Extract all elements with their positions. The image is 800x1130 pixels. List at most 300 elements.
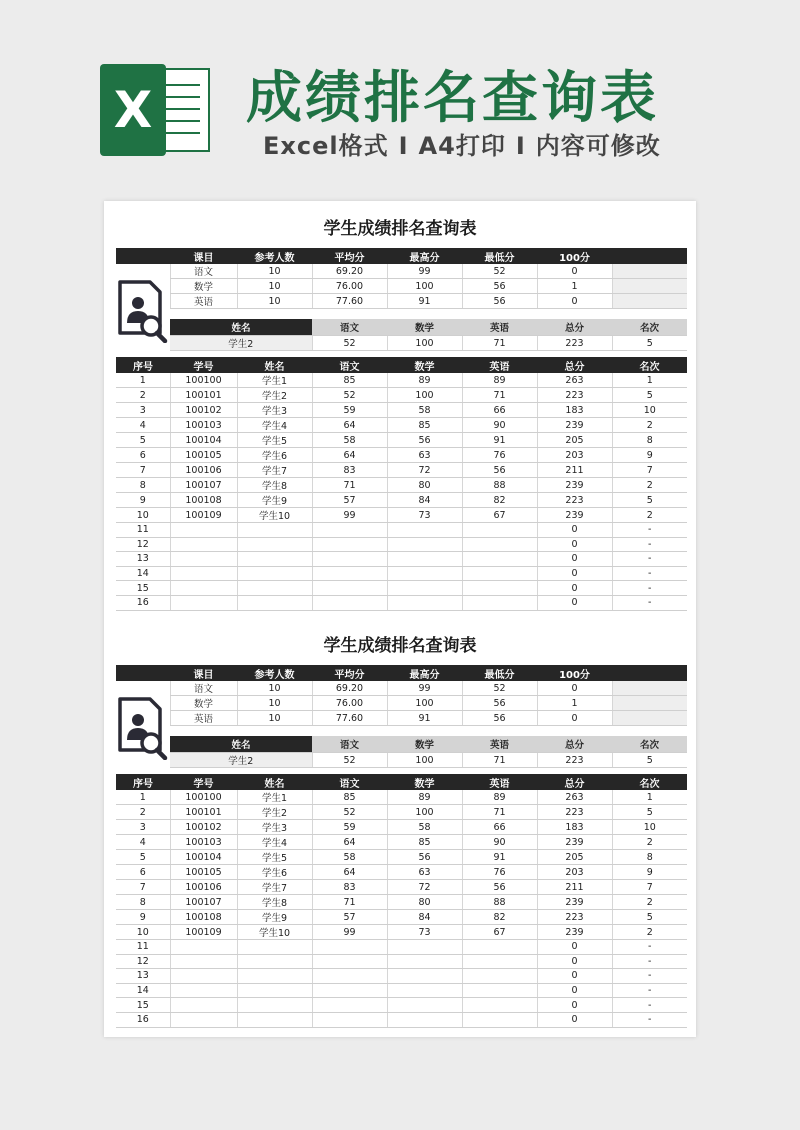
table-cell: 学生6 bbox=[237, 865, 312, 880]
summary-cell: 1 bbox=[537, 279, 612, 294]
table-cell: 58 bbox=[387, 820, 462, 835]
table-cell: 100106 bbox=[170, 880, 237, 895]
table-row bbox=[116, 493, 687, 508]
table-cell: 64 bbox=[312, 418, 387, 433]
query-header-cell: 姓名 bbox=[170, 319, 312, 336]
table-cell: 223 bbox=[537, 910, 612, 925]
table-cell bbox=[462, 940, 537, 955]
table-cell bbox=[462, 1012, 537, 1027]
summary-header-cell: 平均分 bbox=[312, 665, 387, 681]
table-cell: 5 bbox=[612, 805, 687, 820]
ranking-table bbox=[116, 774, 687, 1028]
table-row bbox=[116, 820, 687, 835]
table-cell bbox=[387, 595, 462, 610]
summary-cell: 91 bbox=[387, 711, 462, 726]
ranking-header-cell: 序号 bbox=[116, 774, 170, 790]
summary-cell: 10 bbox=[237, 264, 312, 279]
table-cell bbox=[462, 566, 537, 581]
table-cell: - bbox=[612, 595, 687, 610]
summary-row bbox=[116, 696, 687, 711]
table-cell bbox=[387, 537, 462, 552]
table-cell bbox=[312, 969, 387, 984]
table-row bbox=[116, 895, 687, 910]
table-cell: 84 bbox=[387, 493, 462, 508]
table-cell: 63 bbox=[387, 448, 462, 463]
summary-blank-cell bbox=[612, 294, 687, 309]
ranking-header-cell: 总分 bbox=[537, 357, 612, 373]
summary-cell: 0 bbox=[537, 264, 612, 279]
query-cell: 52 bbox=[312, 753, 387, 768]
summary-cell: 76.00 bbox=[312, 696, 387, 711]
table-row bbox=[116, 595, 687, 610]
table-cell: 100105 bbox=[170, 865, 237, 880]
page-subtitle bbox=[263, 126, 661, 161]
table-cell: 100107 bbox=[170, 478, 237, 493]
table-cell: 10 bbox=[116, 508, 170, 523]
table-cell: 8 bbox=[116, 895, 170, 910]
table-cell: 88 bbox=[462, 895, 537, 910]
table-cell: 83 bbox=[312, 463, 387, 478]
ranking-header-row bbox=[116, 357, 687, 373]
ranking-header-cell: 姓名 bbox=[237, 774, 312, 790]
table-row bbox=[116, 940, 687, 955]
table-cell: 2 bbox=[612, 418, 687, 433]
summary-row bbox=[116, 294, 687, 309]
table-cell: 239 bbox=[537, 895, 612, 910]
score-sheet bbox=[104, 215, 696, 615]
table-cell bbox=[170, 998, 237, 1013]
table-cell: - bbox=[612, 1012, 687, 1027]
table-cell: 82 bbox=[462, 910, 537, 925]
table-row bbox=[116, 523, 687, 538]
summary-header-cell: 参考人数 bbox=[237, 665, 312, 681]
table-cell bbox=[312, 998, 387, 1013]
table-row bbox=[116, 969, 687, 984]
query-header-cell: 语文 bbox=[312, 736, 387, 753]
table-cell: 73 bbox=[387, 925, 462, 940]
summary-cell: 1 bbox=[537, 696, 612, 711]
table-cell bbox=[462, 552, 537, 567]
ranking-header-cell: 英语 bbox=[462, 774, 537, 790]
summary-cell: 52 bbox=[462, 681, 537, 696]
table-row bbox=[116, 448, 687, 463]
summary-cell: 英语 bbox=[170, 711, 237, 726]
table-cell: 11 bbox=[116, 523, 170, 538]
table-cell: 13 bbox=[116, 552, 170, 567]
table-cell: 58 bbox=[387, 403, 462, 418]
table-cell: 7 bbox=[116, 463, 170, 478]
table-cell: 7 bbox=[116, 880, 170, 895]
table-cell: 2 bbox=[612, 925, 687, 940]
table-cell bbox=[170, 595, 237, 610]
table-cell: 2 bbox=[116, 388, 170, 403]
table-cell: 64 bbox=[312, 448, 387, 463]
table-cell: 85 bbox=[312, 790, 387, 805]
query-header-cell: 英语 bbox=[462, 736, 537, 753]
table-cell bbox=[170, 566, 237, 581]
table-cell: 85 bbox=[312, 373, 387, 388]
table-cell: 学生7 bbox=[237, 463, 312, 478]
summary-header-cell: 最高分 bbox=[387, 248, 462, 264]
table-row bbox=[116, 566, 687, 581]
summary-header-cell: 100分 bbox=[537, 665, 612, 681]
table-cell: - bbox=[612, 969, 687, 984]
table-cell: 85 bbox=[387, 835, 462, 850]
table-cell: 71 bbox=[462, 805, 537, 820]
table-cell bbox=[312, 1012, 387, 1027]
table-cell bbox=[387, 954, 462, 969]
query-cell: 100 bbox=[387, 336, 462, 351]
table-cell: 72 bbox=[387, 880, 462, 895]
summary-row bbox=[116, 711, 687, 726]
ranking-header-cell: 学号 bbox=[170, 357, 237, 373]
table-cell bbox=[387, 566, 462, 581]
table-cell bbox=[462, 954, 537, 969]
summary-cell: 76.00 bbox=[312, 279, 387, 294]
table-cell: 100104 bbox=[170, 433, 237, 448]
table-row bbox=[116, 581, 687, 596]
summary-blank-cell bbox=[612, 696, 687, 711]
table-cell bbox=[312, 566, 387, 581]
table-row bbox=[116, 388, 687, 403]
table-cell: - bbox=[612, 537, 687, 552]
summary-table bbox=[116, 248, 687, 309]
query-cell: 71 bbox=[462, 336, 537, 351]
table-cell: 223 bbox=[537, 493, 612, 508]
summary-blank-cell bbox=[612, 279, 687, 294]
table-cell: 学生8 bbox=[237, 895, 312, 910]
table-cell: 0 bbox=[537, 983, 612, 998]
table-row bbox=[116, 850, 687, 865]
summary-cell: 56 bbox=[462, 294, 537, 309]
table-cell: 5 bbox=[612, 388, 687, 403]
table-cell: 0 bbox=[537, 523, 612, 538]
table-cell: - bbox=[612, 954, 687, 969]
icon-area-cell bbox=[116, 681, 170, 696]
summary-cell: 52 bbox=[462, 264, 537, 279]
table-cell bbox=[312, 595, 387, 610]
query-header-row bbox=[170, 319, 687, 336]
table-cell: 9 bbox=[116, 493, 170, 508]
summary-cell: 69.20 bbox=[312, 681, 387, 696]
table-cell: 4 bbox=[116, 835, 170, 850]
table-cell: 8 bbox=[612, 433, 687, 448]
table-cell bbox=[387, 969, 462, 984]
query-header-cell: 名次 bbox=[612, 319, 687, 336]
table-cell bbox=[462, 581, 537, 596]
table-cell: 学生1 bbox=[237, 373, 312, 388]
table-cell: 8 bbox=[612, 850, 687, 865]
table-cell bbox=[387, 1012, 462, 1027]
header-blank-cell bbox=[116, 665, 170, 681]
summary-table bbox=[116, 665, 687, 726]
header-blank-cell bbox=[116, 248, 170, 264]
table-cell: - bbox=[612, 566, 687, 581]
table-cell: 15 bbox=[116, 581, 170, 596]
table-cell: 0 bbox=[537, 552, 612, 567]
table-cell: 12 bbox=[116, 537, 170, 552]
table-cell: 2 bbox=[612, 478, 687, 493]
table-cell: 57 bbox=[312, 493, 387, 508]
table-cell bbox=[237, 998, 312, 1013]
icon-area-cell bbox=[116, 696, 170, 711]
table-cell: 学生4 bbox=[237, 835, 312, 850]
table-cell: 59 bbox=[312, 403, 387, 418]
table-cell: 7 bbox=[612, 880, 687, 895]
query-cell: 5 bbox=[612, 336, 687, 351]
table-row bbox=[116, 508, 687, 523]
subtitle-editable: 内容可修改 bbox=[535, 132, 661, 160]
ranking-header-cell: 语文 bbox=[312, 357, 387, 373]
icon-area-cell bbox=[116, 279, 170, 294]
table-cell bbox=[237, 566, 312, 581]
summary-cell: 0 bbox=[537, 294, 612, 309]
table-cell: 学生1 bbox=[237, 790, 312, 805]
summary-cell: 77.60 bbox=[312, 711, 387, 726]
summary-header-cell: 最低分 bbox=[462, 248, 537, 264]
query-cell: 71 bbox=[462, 753, 537, 768]
table-cell: 学生9 bbox=[237, 493, 312, 508]
table-cell: 学生9 bbox=[237, 910, 312, 925]
summary-cell: 99 bbox=[387, 264, 462, 279]
summary-blank-cell bbox=[612, 264, 687, 279]
table-cell: 100106 bbox=[170, 463, 237, 478]
query-header-cell: 总分 bbox=[537, 319, 612, 336]
table-cell: 239 bbox=[537, 835, 612, 850]
table-cell bbox=[312, 552, 387, 567]
table-row bbox=[116, 880, 687, 895]
table-cell: 100109 bbox=[170, 925, 237, 940]
table-cell: 100103 bbox=[170, 418, 237, 433]
table-cell: 203 bbox=[537, 448, 612, 463]
table-cell: 2 bbox=[116, 805, 170, 820]
table-row bbox=[116, 1012, 687, 1027]
summary-cell: 10 bbox=[237, 711, 312, 726]
table-row bbox=[116, 925, 687, 940]
subtitle-separator: I bbox=[398, 132, 409, 160]
table-cell: 学生4 bbox=[237, 418, 312, 433]
table-cell: 11 bbox=[116, 940, 170, 955]
subtitle-separator: I bbox=[515, 132, 526, 160]
table-cell: 100103 bbox=[170, 835, 237, 850]
table-cell: - bbox=[612, 998, 687, 1013]
ranking-header-cell: 数学 bbox=[387, 774, 462, 790]
icon-area-cell bbox=[116, 264, 170, 279]
table-row bbox=[116, 910, 687, 925]
table-cell: 100 bbox=[387, 805, 462, 820]
table-cell: 56 bbox=[387, 433, 462, 448]
table-cell: 1 bbox=[612, 790, 687, 805]
table-cell: 211 bbox=[537, 880, 612, 895]
table-cell: 0 bbox=[537, 954, 612, 969]
table-cell: 205 bbox=[537, 850, 612, 865]
table-cell: 66 bbox=[462, 403, 537, 418]
query-row bbox=[170, 336, 687, 351]
ranking-header-cell: 英语 bbox=[462, 357, 537, 373]
summary-row bbox=[116, 264, 687, 279]
table-cell bbox=[387, 523, 462, 538]
table-cell: 99 bbox=[312, 925, 387, 940]
table-cell: 学生6 bbox=[237, 448, 312, 463]
summary-header-cell: 课目 bbox=[170, 665, 237, 681]
table-cell: 5 bbox=[116, 850, 170, 865]
table-cell bbox=[462, 523, 537, 538]
table-cell: 16 bbox=[116, 1012, 170, 1027]
table-cell: 64 bbox=[312, 865, 387, 880]
table-cell: 56 bbox=[462, 880, 537, 895]
table-cell: 89 bbox=[462, 373, 537, 388]
table-cell bbox=[170, 523, 237, 538]
page-title: 成绩排名查询表 bbox=[246, 66, 659, 131]
table-row bbox=[116, 954, 687, 969]
table-cell: 学生2 bbox=[237, 805, 312, 820]
summary-row bbox=[116, 681, 687, 696]
query-cell: 223 bbox=[537, 753, 612, 768]
summary-header-cell: 课目 bbox=[170, 248, 237, 264]
table-cell: 10 bbox=[116, 925, 170, 940]
table-cell: 0 bbox=[537, 998, 612, 1013]
summary-header-cell: 参考人数 bbox=[237, 248, 312, 264]
query-cell: 52 bbox=[312, 336, 387, 351]
table-cell bbox=[170, 954, 237, 969]
table-cell: 学生2 bbox=[237, 388, 312, 403]
table-cell: 239 bbox=[537, 478, 612, 493]
table-row bbox=[116, 998, 687, 1013]
summary-blank-cell bbox=[612, 681, 687, 696]
summary-header-row bbox=[116, 665, 687, 681]
summary-cell: 91 bbox=[387, 294, 462, 309]
table-cell bbox=[387, 998, 462, 1013]
excel-logo-icon bbox=[100, 64, 212, 156]
table-cell: 263 bbox=[537, 373, 612, 388]
summary-cell: 99 bbox=[387, 681, 462, 696]
table-cell: 2 bbox=[612, 508, 687, 523]
header-blank-cell bbox=[612, 248, 687, 264]
table-cell: 66 bbox=[462, 820, 537, 835]
table-cell: 1 bbox=[612, 373, 687, 388]
query-row bbox=[170, 753, 687, 768]
table-cell: 263 bbox=[537, 790, 612, 805]
ranking-table bbox=[116, 357, 687, 611]
query-header-row bbox=[170, 736, 687, 753]
table-row bbox=[116, 478, 687, 493]
table-cell: 71 bbox=[462, 388, 537, 403]
table-cell: 239 bbox=[537, 418, 612, 433]
table-cell: 56 bbox=[462, 463, 537, 478]
table-cell: 100100 bbox=[170, 790, 237, 805]
table-cell: 64 bbox=[312, 835, 387, 850]
score-sheet bbox=[104, 632, 696, 1032]
table-row bbox=[116, 537, 687, 552]
table-cell: 100101 bbox=[170, 805, 237, 820]
table-cell: 0 bbox=[537, 566, 612, 581]
table-cell: 16 bbox=[116, 595, 170, 610]
table-cell: 10 bbox=[612, 820, 687, 835]
table-cell: 52 bbox=[312, 805, 387, 820]
query-table bbox=[170, 736, 687, 768]
table-cell bbox=[312, 523, 387, 538]
table-cell: 1 bbox=[116, 373, 170, 388]
table-cell: 100101 bbox=[170, 388, 237, 403]
subtitle-print: A4打印 bbox=[418, 132, 506, 160]
summary-header-cell: 100分 bbox=[537, 248, 612, 264]
table-cell: 100100 bbox=[170, 373, 237, 388]
ranking-header-cell: 学号 bbox=[170, 774, 237, 790]
table-cell: 14 bbox=[116, 983, 170, 998]
table-cell: 80 bbox=[387, 895, 462, 910]
table-cell: 100107 bbox=[170, 895, 237, 910]
summary-blank-cell bbox=[612, 711, 687, 726]
query-header-cell: 语文 bbox=[312, 319, 387, 336]
table-cell: 9 bbox=[116, 910, 170, 925]
query-name-input: 学生2 bbox=[170, 336, 312, 351]
table-cell: 71 bbox=[312, 895, 387, 910]
table-cell: 59 bbox=[312, 820, 387, 835]
table-cell: 52 bbox=[312, 388, 387, 403]
summary-header-cell: 最高分 bbox=[387, 665, 462, 681]
table-cell: 90 bbox=[462, 418, 537, 433]
summary-cell: 语文 bbox=[170, 681, 237, 696]
table-cell: 84 bbox=[387, 910, 462, 925]
summary-cell: 69.20 bbox=[312, 264, 387, 279]
table-cell: 58 bbox=[312, 433, 387, 448]
table-cell: 85 bbox=[387, 418, 462, 433]
table-cell: 14 bbox=[116, 566, 170, 581]
table-cell bbox=[387, 581, 462, 596]
table-cell: 89 bbox=[387, 373, 462, 388]
summary-cell: 数学 bbox=[170, 279, 237, 294]
table-cell: 205 bbox=[537, 433, 612, 448]
query-header-cell: 总分 bbox=[537, 736, 612, 753]
table-cell: 58 bbox=[312, 850, 387, 865]
table-cell: 13 bbox=[116, 969, 170, 984]
table-cell: 89 bbox=[462, 790, 537, 805]
table-cell: 2 bbox=[612, 895, 687, 910]
table-cell: 15 bbox=[116, 998, 170, 1013]
table-cell bbox=[170, 983, 237, 998]
table-cell: 8 bbox=[116, 478, 170, 493]
table-cell: 80 bbox=[387, 478, 462, 493]
table-cell bbox=[312, 537, 387, 552]
table-cell: 91 bbox=[462, 850, 537, 865]
table-cell: 9 bbox=[612, 865, 687, 880]
query-header-cell: 姓名 bbox=[170, 736, 312, 753]
summary-cell: 10 bbox=[237, 696, 312, 711]
query-name-input: 学生2 bbox=[170, 753, 312, 768]
table-cell bbox=[170, 581, 237, 596]
icon-area-cell bbox=[116, 294, 170, 309]
table-cell: 63 bbox=[387, 865, 462, 880]
query-header-cell: 名次 bbox=[612, 736, 687, 753]
table-cell bbox=[462, 998, 537, 1013]
table-cell bbox=[237, 552, 312, 567]
summary-cell: 10 bbox=[237, 681, 312, 696]
ranking-header-cell: 名次 bbox=[612, 774, 687, 790]
table-cell: 0 bbox=[537, 940, 612, 955]
logo-letter: X bbox=[100, 64, 166, 156]
table-cell: 学生3 bbox=[237, 820, 312, 835]
table-row bbox=[116, 403, 687, 418]
table-cell: 89 bbox=[387, 790, 462, 805]
table-cell bbox=[170, 552, 237, 567]
query-cell: 100 bbox=[387, 753, 462, 768]
table-cell bbox=[170, 969, 237, 984]
table-row bbox=[116, 835, 687, 850]
table-cell: 223 bbox=[537, 805, 612, 820]
table-cell: - bbox=[612, 581, 687, 596]
summary-cell: 10 bbox=[237, 279, 312, 294]
ranking-header-cell: 序号 bbox=[116, 357, 170, 373]
